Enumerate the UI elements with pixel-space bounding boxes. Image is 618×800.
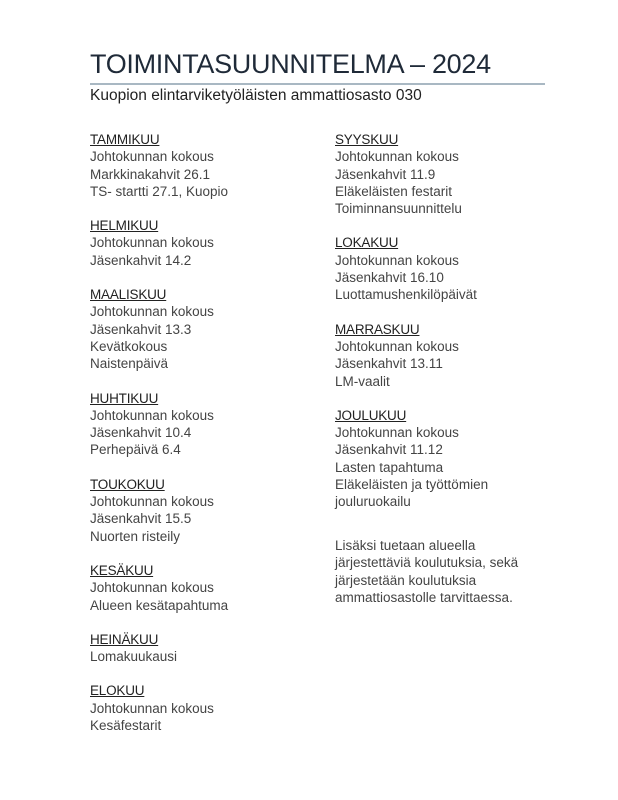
month-section: [335, 234, 575, 303]
month-section: [335, 407, 575, 511]
event-item: Toiminnansuunnittelu: [335, 201, 462, 217]
event-item: LM-vaalit: [335, 373, 390, 389]
event-item: Lasten tapahtuma: [335, 459, 444, 475]
month-heading: JOULUKUU: [335, 407, 407, 423]
event-item: Johtokunnan kokous: [335, 149, 459, 165]
event-item: Jäsenkahvit 13.11: [335, 356, 443, 372]
month-section: [90, 682, 330, 734]
event-item: Markkinakahvit 26.1: [90, 166, 211, 182]
title-divider: [90, 83, 545, 85]
event-item: Jäsenkahvit 16.10: [335, 270, 444, 286]
month-heading: HEINÄKUU: [90, 631, 159, 647]
event-item: Jäsenkahvit 15.5: [90, 511, 192, 527]
additional-note: Lisäksi tuetaan alueella järjestettäviä koulutuksia, sekä järjestetään koulutuksia ammattiosastolle tarvittaessa.: [335, 537, 519, 606]
month-section: [90, 476, 330, 545]
event-item: jouluruokailu: [335, 494, 411, 510]
event-item: Johtokunnan kokous: [90, 580, 214, 596]
event-item: Eläkeläisten festarit: [335, 183, 453, 199]
month-heading: MARRASKUU: [335, 321, 420, 337]
event-item: Jäsenkahvit 10.4: [90, 425, 192, 441]
month-heading: HELMIKUU: [90, 218, 159, 234]
event-item: Johtokunnan kokous: [90, 494, 214, 510]
event-item: TS- startti 27.1, Kuopio: [90, 183, 229, 199]
month-section: [90, 390, 330, 459]
right-column: [335, 131, 575, 607]
event-item: Luottamushenkilöpäivät: [335, 287, 477, 303]
event-item: Johtokunnan kokous: [90, 235, 214, 251]
month-heading: HUHTIKUU: [90, 390, 159, 406]
event-item: Johtokunnan kokous: [335, 252, 459, 268]
event-item: Alueen kesätapahtuma: [90, 597, 229, 613]
event-item: Kesäfestarit: [90, 718, 162, 734]
event-item: Perhepäivä 6.4: [90, 442, 181, 458]
month-section: [90, 217, 330, 269]
month-section: [90, 631, 330, 666]
month-section: [90, 131, 330, 200]
event-item: Johtokunnan kokous: [90, 407, 214, 423]
event-item: Lomakuukausi: [90, 649, 178, 665]
event-item: Nuorten risteily: [90, 528, 181, 544]
document-subtitle: Kuopion elintarviketyöläisten ammattiosasto 030: [90, 87, 422, 104]
month-heading: LOKAKUU: [335, 235, 399, 251]
left-column: [90, 131, 330, 751]
event-item: Kevätkokous: [90, 338, 168, 354]
event-item: Naistenpäivä: [90, 356, 169, 372]
month-heading: SYYSKUU: [335, 132, 399, 147]
month-section: [335, 131, 575, 217]
month-heading: KESÄKUU: [90, 562, 154, 578]
event-item: Johtokunnan kokous: [335, 425, 459, 441]
month-heading: TAMMIKUU: [90, 132, 160, 147]
event-item: Johtokunnan kokous: [90, 700, 214, 716]
month-heading: MAALISKUU: [90, 287, 167, 303]
month-heading: ELOKUU: [90, 683, 145, 699]
month-heading: TOUKOKUU: [90, 476, 165, 492]
event-item: Jäsenkahvit 13.3: [90, 321, 192, 337]
event-item: Jäsenkahvit 11.9: [335, 166, 436, 182]
month-section: [335, 321, 575, 390]
event-item: Jäsenkahvit 11.12: [335, 442, 443, 458]
month-section: [90, 562, 330, 614]
event-item: Johtokunnan kokous: [90, 149, 214, 165]
month-section: [90, 286, 330, 372]
event-item: Eläkeläisten ja työttömien: [335, 477, 489, 493]
event-item: Johtokunnan kokous: [335, 338, 459, 354]
event-item: Jäsenkahvit 14.2: [90, 252, 192, 268]
document-title: TOIMINTASUUNNITELMA – 2024: [90, 49, 491, 79]
event-item: Johtokunnan kokous: [90, 304, 214, 320]
